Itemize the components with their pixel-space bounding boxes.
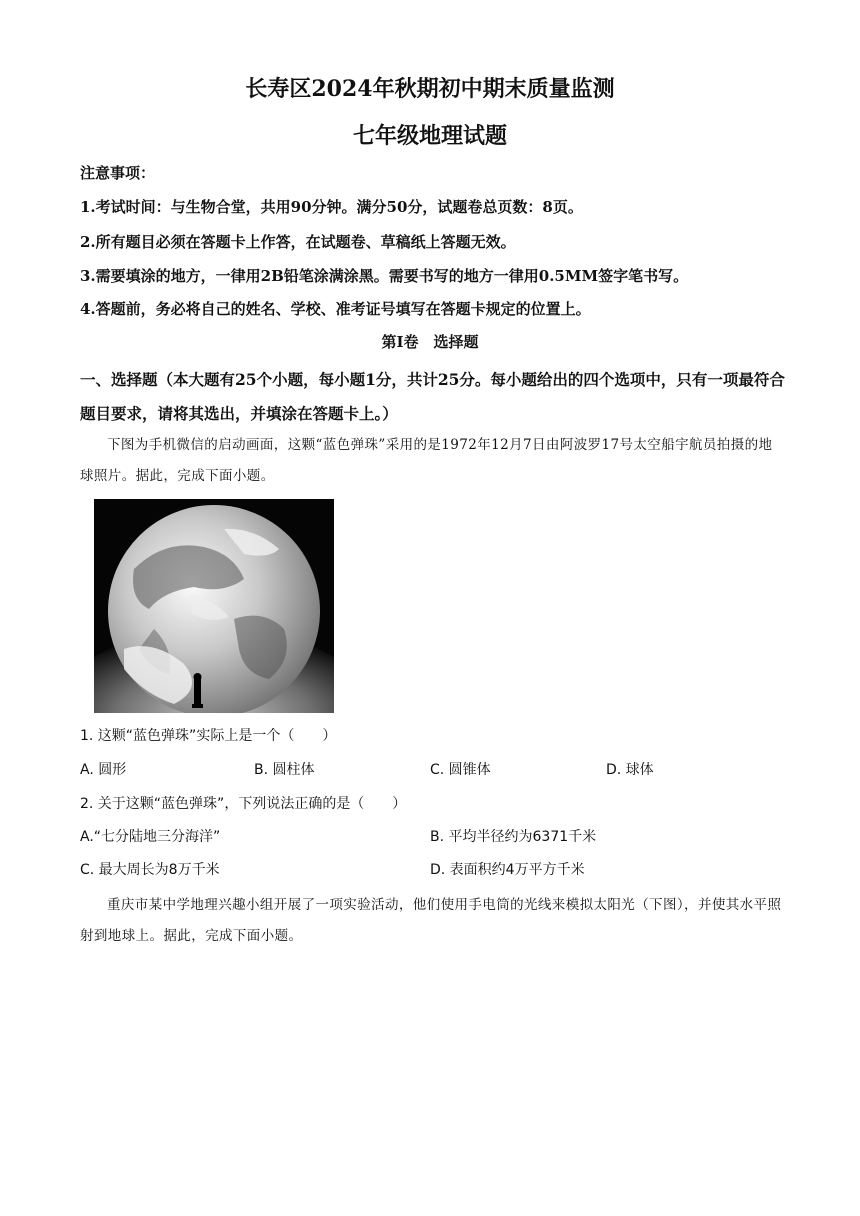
question-2-option-c[interactable]: C. 最大周长为8万千米 — [80, 862, 220, 878]
exam-subtitle: 七年级地理试题 — [352, 123, 507, 149]
question-2-option-a[interactable]: A.“七分陆地三分海洋” — [80, 829, 221, 845]
question-1-option-b[interactable]: B. 圆柱体 — [254, 762, 315, 778]
question-1-option-a[interactable]: A. 圆形 — [80, 762, 127, 778]
question-stem-2: 重庆市某中学地理兴趣小组开展了一项实验活动，他们使用手电筒的光线来模拟太阳光（下图），并使其水平照射到地球上。据此，完成下面小题。 — [80, 897, 782, 944]
earth-photo — [94, 499, 334, 713]
notice-heading: 注意事项： — [80, 164, 156, 182]
question-2-option-b[interactable]: B. 平均半径约为6371千米 — [430, 829, 597, 845]
exam-title: 长寿区2024年秋期初中期末质量监测 — [245, 76, 615, 102]
notice-item-4: 4.答题前，务必将自己的姓名、学校、准考证号填写在答题卡规定的位置上。 — [80, 300, 591, 318]
part-heading: 一、选择题（本大题有25个小题，每小题1分，共计25分。每小题给出的四个选项中，只有一项最符合题目要求，请将其选出，并填涂在答题卡上。） — [80, 370, 785, 423]
notice-item-2: 2.所有题目必须在答题卡上作答，在试题卷、草稿纸上答题无效。 — [80, 233, 516, 251]
question-2-text: 2. 关于这颗“蓝色弹珠”，下列说法正确的是（ ） — [80, 796, 407, 812]
question-1-option-d[interactable]: D. 球体 — [606, 762, 654, 778]
question-2-option-d[interactable]: D. 表面积约4万平方千米 — [430, 862, 585, 878]
question-stem-1: 下图为手机微信的启动画面，这颗“蓝色弹珠”采用的是1972年12月7日由阿波罗17号太空船宇航员拍摄的地球照片。据此，完成下面小题。 — [80, 437, 773, 484]
section-title: 第I卷 选择题 — [381, 333, 479, 351]
question-1-text: 1. 这颗“蓝色弹珠”实际上是一个（ ） — [80, 728, 337, 744]
question-1-option-c[interactable]: C. 圆锥体 — [430, 762, 491, 778]
notice-item-1: 1.考试时间：与生物合堂，共用90分钟。满分50分，试题卷总页数：8页。 — [80, 198, 583, 216]
notice-item-3: 3.需要填涂的地方，一律用2B铅笔涂满涂黑。需要书写的地方一律用0.5MM签字笔书写。 — [80, 267, 689, 285]
earth-globe-illustration — [94, 499, 334, 713]
